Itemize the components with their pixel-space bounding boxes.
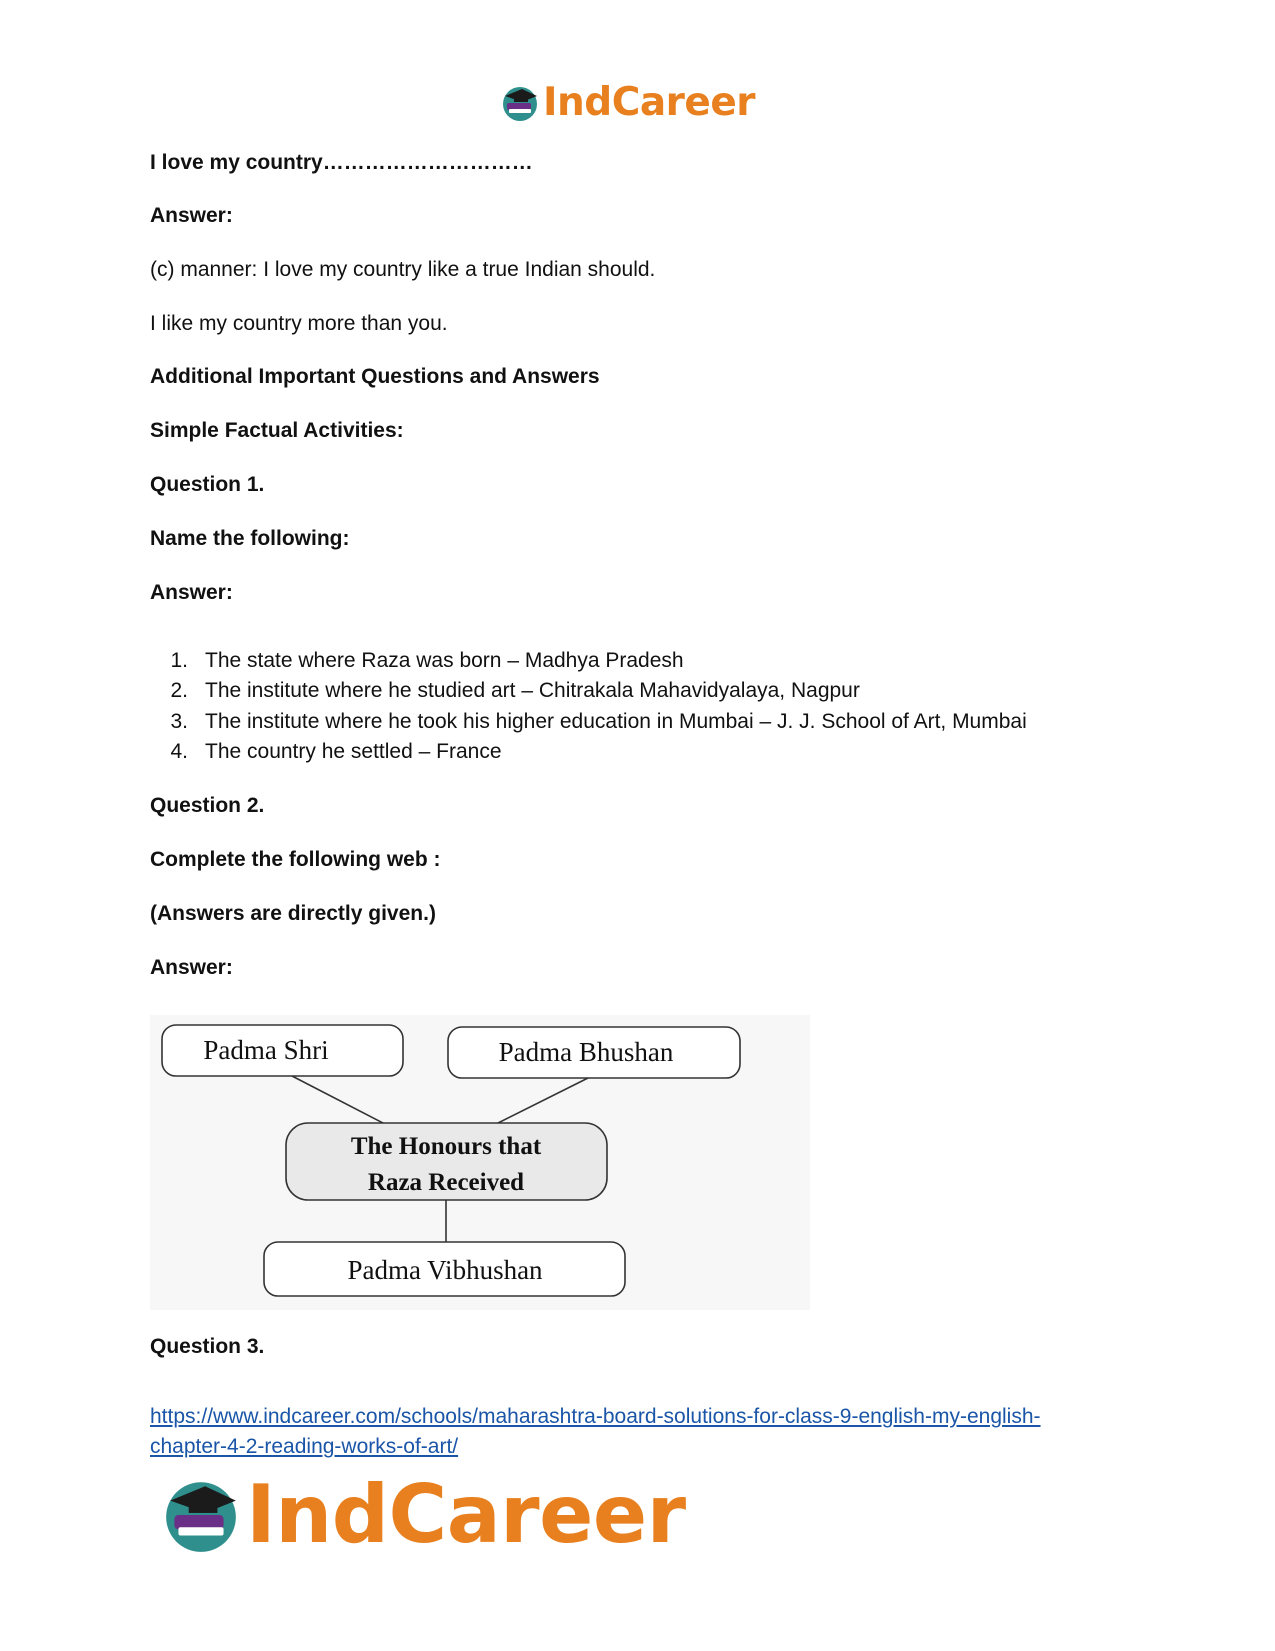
list-item bbox=[150, 739, 1027, 769]
honours-web-diagram bbox=[150, 1015, 810, 1310]
question-2-prompt: Complete the following web : bbox=[150, 848, 441, 871]
list-item-text: The state where Raza was born – Madhya Pradesh bbox=[205, 649, 684, 672]
question-1-label: Question 1. bbox=[150, 473, 265, 496]
answer-label: Answer: bbox=[150, 204, 233, 227]
list-item-number: 4. bbox=[170, 739, 188, 763]
list-item-text: The institute where he took his higher education in Mumbai – J. J. School of Art, Mumbai bbox=[205, 709, 1027, 733]
list-item bbox=[150, 648, 1027, 678]
source-link[interactable] bbox=[150, 1402, 1041, 1462]
answer-list bbox=[150, 648, 1027, 769]
answer-label: Answer: bbox=[150, 956, 233, 979]
indcareer-logo-bottom bbox=[160, 1468, 686, 1561]
subsection-heading: Simple Factual Activities: bbox=[150, 419, 404, 442]
node-label: Padma Shri bbox=[203, 1035, 329, 1065]
graduation-cap-globe-icon bbox=[160, 1474, 242, 1556]
list-item bbox=[150, 678, 1027, 708]
source-link-line1: https://www.indcareer.com/schools/maharashtra-board-solutions-for-class-9-english-my-english- bbox=[150, 1405, 1041, 1428]
node-padma-vibhushan bbox=[264, 1242, 625, 1296]
logo-wordmark: IndCareer bbox=[246, 1468, 686, 1561]
question-3-label: Question 3. bbox=[150, 1335, 265, 1358]
list-item-number: 2. bbox=[170, 679, 188, 703]
node-label: Padma Bhushan bbox=[498, 1037, 674, 1067]
list-item-text: The institute where he studied art – Chitrakala Mahavidyalaya, Nagpur bbox=[205, 679, 860, 703]
manner-answer: (c) manner: I love my country like a true Indian should. bbox=[150, 258, 656, 281]
fill-in-sentence: I love my country………………………… bbox=[150, 151, 533, 174]
question-2-note: (Answers are directly given.) bbox=[150, 902, 436, 925]
node-padma-bhushan bbox=[448, 1027, 740, 1078]
graduation-cap-globe-icon bbox=[500, 83, 540, 123]
indcareer-logo-top bbox=[500, 80, 755, 125]
list-item-text: The country he settled – France bbox=[205, 739, 502, 763]
node-center-honours bbox=[286, 1123, 607, 1200]
question-2-label: Question 2. bbox=[150, 794, 265, 817]
list-item-number: 1. bbox=[170, 649, 188, 672]
node-padma-shri bbox=[162, 1025, 403, 1076]
list-item bbox=[150, 709, 1027, 739]
section-heading: Additional Important Questions and Answers bbox=[150, 365, 600, 388]
question-1-prompt: Name the following: bbox=[150, 527, 350, 550]
center-label-line1: The Honours that bbox=[350, 1133, 542, 1160]
answer-label: Answer: bbox=[150, 581, 233, 604]
center-label-line2: Raza Received bbox=[367, 1169, 525, 1196]
logo-wordmark: IndCareer bbox=[543, 80, 755, 125]
node-label: Padma Vibhushan bbox=[347, 1255, 543, 1285]
list-item-number: 3. bbox=[170, 709, 188, 733]
comparison-sentence: I like my country more than you. bbox=[150, 312, 448, 335]
source-link-line2: chapter-4-2-reading-works-of-art/ bbox=[150, 1435, 459, 1458]
